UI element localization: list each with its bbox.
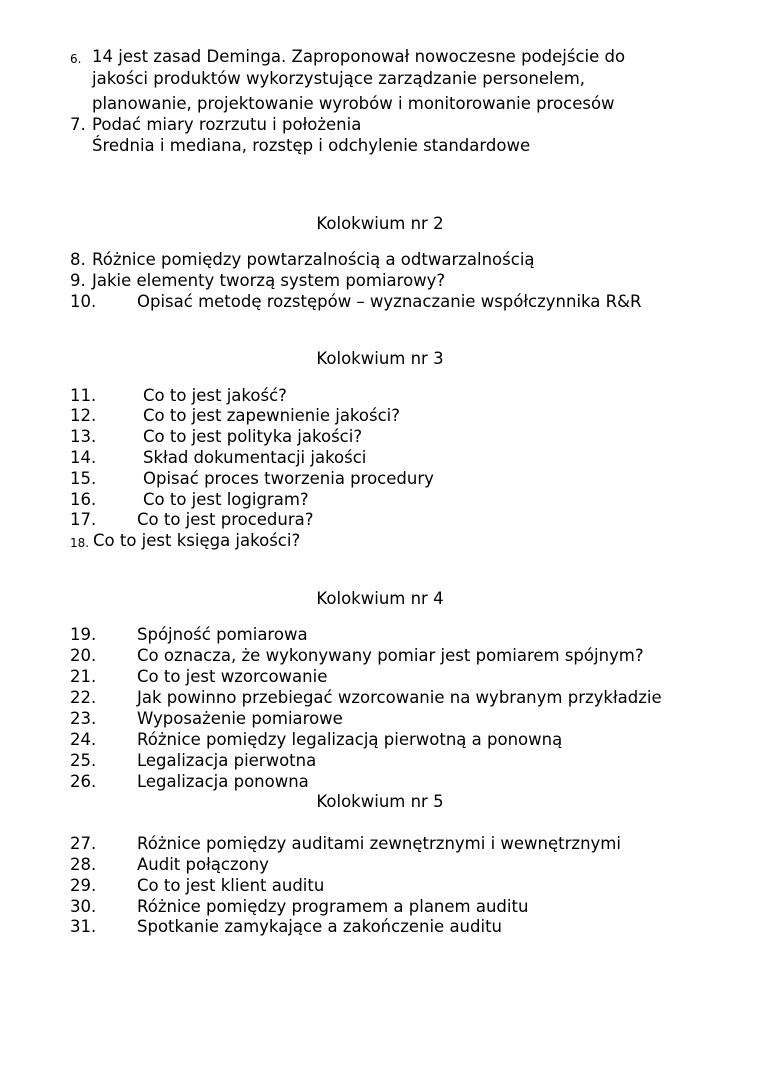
list-number: 11. bbox=[70, 386, 97, 405]
list-item-text: Różnice pomiędzy auditami zewnętrznymi i wewnętrznymi bbox=[137, 834, 621, 853]
list-item-text: Co to jest polityka jakości? bbox=[143, 427, 363, 446]
list-item-text: Co to jest jakość? bbox=[143, 386, 287, 405]
list-item-text: Różnice pomiędzy legalizacją pierwotną a ponowną bbox=[137, 730, 563, 749]
list-item-text: Legalizacja ponowna bbox=[137, 772, 309, 791]
list-item-text: Audit połączony bbox=[137, 855, 269, 874]
list-number: 12. bbox=[70, 406, 97, 425]
list-number: 26. bbox=[70, 772, 97, 791]
list-item-text: Jak powinno przebiegać wzorcowanie na wybranym przykładzie bbox=[137, 688, 662, 707]
list-item-text: Podać miary rozrzutu i położenia bbox=[92, 115, 362, 134]
list-item-text: Co to jest klient auditu bbox=[137, 876, 325, 895]
list-number: 30. bbox=[70, 897, 97, 916]
list-number: 8. bbox=[70, 250, 86, 269]
list-number: 10. bbox=[70, 292, 97, 311]
list-number: 22. bbox=[70, 688, 97, 707]
list-item-text: 14 jest zasad Deminga. Zaproponował nowoczesne podejście do bbox=[92, 47, 626, 66]
list-number: 15. bbox=[70, 469, 97, 488]
list-number: 16. bbox=[70, 490, 97, 509]
list-number: 17. bbox=[70, 510, 97, 529]
list-item-text: Co to jest logigram? bbox=[143, 490, 309, 509]
list-item-text: Spójność pomiarowa bbox=[137, 625, 308, 644]
list-number: 7. bbox=[70, 115, 86, 134]
list-number: 14. bbox=[70, 448, 97, 467]
list-item-text: Spotkanie zamykające a zakończenie auditu bbox=[137, 917, 502, 936]
list-number: 24. bbox=[70, 730, 97, 749]
section-heading: Kolokwium nr 2 bbox=[316, 214, 444, 233]
list-item-text: Różnice pomiędzy programem a planem auditu bbox=[137, 897, 529, 916]
list-item-text: Legalizacja pierwotna bbox=[137, 751, 317, 770]
list-item-text: planowanie, projektowanie wyrobów i monitorowanie procesów bbox=[92, 94, 615, 113]
list-number: 28. bbox=[70, 855, 97, 874]
list-number: 19. bbox=[70, 625, 97, 644]
list-item-text: Różnice pomiędzy powtarzalnością a odtwarzalnością bbox=[92, 250, 535, 269]
section-heading: Kolokwium nr 4 bbox=[316, 589, 444, 608]
list-item-text: Opisać proces tworzenia procedury bbox=[143, 469, 434, 488]
list-item-text: Co to jest księga jakości? bbox=[93, 531, 301, 550]
list-number: 25. bbox=[70, 751, 97, 770]
list-number: 13. bbox=[70, 427, 97, 446]
list-number: 23. bbox=[70, 709, 97, 728]
section-heading: Kolokwium nr 3 bbox=[316, 349, 444, 368]
list-item-text: Opisać metodę rozstępów – wyznaczanie współczynnika R&R bbox=[137, 292, 642, 311]
list-number: 6. bbox=[70, 52, 82, 66]
list-item-text: Wyposażenie pomiarowe bbox=[137, 709, 343, 728]
list-number: 18. bbox=[70, 536, 90, 550]
list-number: 21. bbox=[70, 667, 97, 686]
list-item-text: jakości produktów wykorzystujące zarządzanie personelem, bbox=[92, 69, 586, 88]
list-item-text: Średnia i mediana, rozstęp i odchylenie standardowe bbox=[92, 136, 531, 155]
list-number: 31. bbox=[70, 917, 97, 936]
list-number: 9. bbox=[70, 271, 86, 290]
list-number: 20. bbox=[70, 646, 97, 665]
list-item-text: Co oznacza, że wykonywany pomiar jest pomiarem spójnym? bbox=[137, 646, 644, 665]
list-number: 27. bbox=[70, 834, 97, 853]
list-item-text: Co to jest procedura? bbox=[137, 510, 314, 529]
list-item-text: Co to jest zapewnienie jakości? bbox=[143, 406, 401, 425]
list-item-text: Skład dokumentacji jakości bbox=[143, 448, 367, 467]
list-number: 29. bbox=[70, 876, 97, 895]
list-item-text: Jakie elementy tworzą system pomiarowy? bbox=[92, 271, 446, 290]
list-item-text: Co to jest wzorcowanie bbox=[137, 667, 328, 686]
section-heading: Kolokwium nr 5 bbox=[316, 792, 444, 811]
